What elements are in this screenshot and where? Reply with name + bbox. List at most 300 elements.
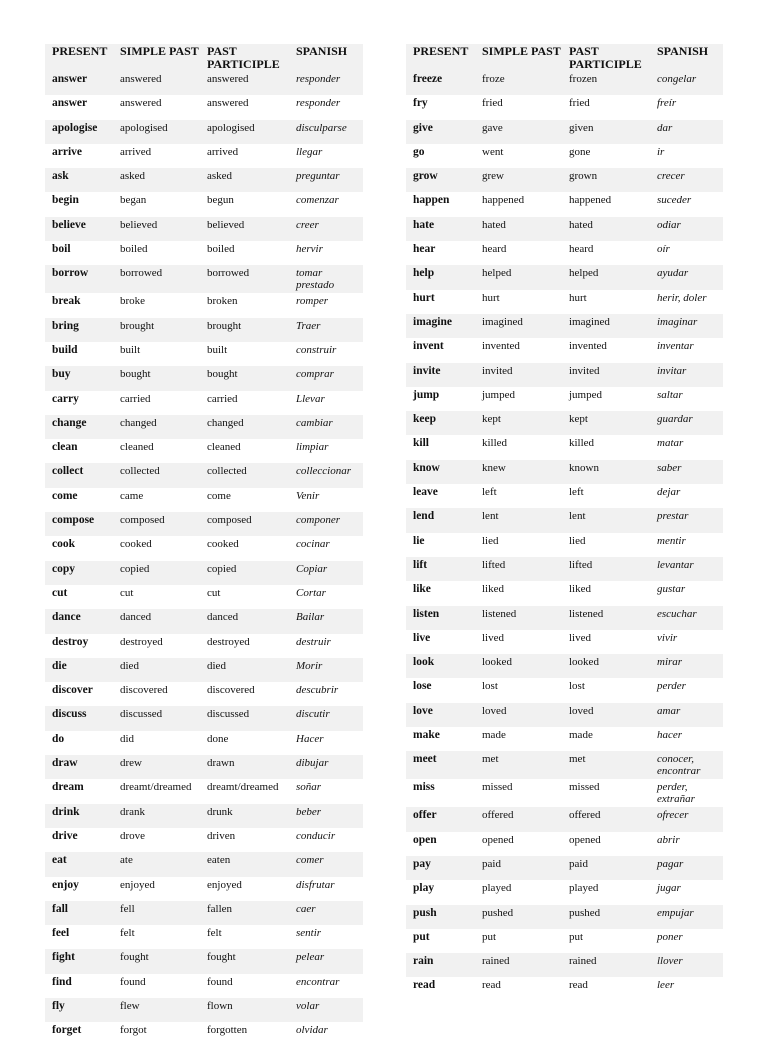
cell-spanish: destruir [296, 635, 331, 648]
cell-past-participle: broken [207, 295, 238, 308]
cell-simple-past: copied [113, 561, 200, 585]
cell-spanish: pelear [289, 949, 363, 973]
cell-past-participle: cut [207, 586, 221, 599]
cell-simple-past: changed [113, 415, 200, 439]
table-row [45, 439, 363, 463]
cell-past-participle: paid [562, 856, 650, 880]
cell-simple-past: loved [475, 703, 562, 727]
table-row [406, 484, 723, 508]
cell-spanish: dejar [657, 486, 681, 499]
cell-present: feel [52, 927, 70, 940]
cell-present: jump [413, 388, 440, 401]
cell-spanish: levantar [650, 557, 723, 581]
cell-simple-past: built [120, 343, 141, 356]
header-spanish: SPANISH [650, 44, 723, 71]
table-row [45, 949, 363, 973]
cell-spanish: caer [289, 901, 363, 925]
cell-spanish: empujar [650, 905, 723, 929]
cell-spanish: comprar [289, 366, 363, 390]
cell-past-participle: cooked [207, 538, 239, 551]
cell-simple-past: found [120, 975, 146, 988]
cell-past-participle: loved [562, 703, 650, 727]
cell-spanish: herir, doler [657, 291, 707, 304]
cell-simple-past: paid [475, 856, 562, 880]
cell-present: rain [406, 953, 475, 977]
cell-present: love [406, 703, 475, 727]
cell-simple-past: collected [113, 463, 200, 487]
cell-past-participle: eaten [200, 852, 289, 876]
cell-simple-past: met [475, 751, 562, 779]
table-row [45, 192, 363, 216]
cell-simple-past: fought [113, 949, 200, 973]
table-row [45, 1022, 363, 1046]
cell-present: listen [406, 606, 475, 630]
cell-past-participle: begun [207, 194, 234, 207]
table-row [45, 706, 363, 730]
cell-spanish: dar [650, 120, 723, 144]
cell-simple-past: happened [482, 194, 525, 207]
cell-simple-past: composed [113, 512, 200, 536]
cell-present: lift [406, 557, 475, 581]
table-row [45, 415, 363, 439]
cell-spanish: escuchar [650, 606, 723, 630]
cell-simple-past: flew [113, 998, 200, 1022]
cell-simple-past: enjoyed [120, 878, 155, 891]
cell-simple-past: gave [475, 120, 562, 144]
cell-present: clean [52, 441, 78, 454]
table-row [406, 779, 723, 807]
table-row [406, 905, 723, 929]
cell-spanish: comenzar [296, 194, 339, 207]
cell-present: go [413, 145, 425, 158]
cell-simple-past: forgot [120, 1024, 147, 1037]
table-row [45, 366, 363, 390]
cell-simple-past: left [482, 486, 497, 499]
cell-spanish: Traer [289, 318, 363, 342]
table-row [45, 293, 363, 317]
cell-simple-past: listened [475, 606, 562, 630]
cell-simple-past: destroyed [120, 635, 163, 648]
cell-present: answer [45, 71, 113, 95]
table-row [406, 95, 723, 119]
cell-spanish: hacer [657, 729, 683, 742]
table-row [45, 217, 363, 241]
cell-present: answer [52, 97, 88, 110]
cell-present: make [413, 729, 440, 742]
cell-present: miss [413, 781, 435, 794]
table-row [45, 168, 363, 192]
cell-spanish: soñar [296, 781, 322, 794]
cell-past-participle: enjoyed [207, 878, 242, 891]
cell-present: live [413, 631, 431, 644]
table-row [45, 391, 363, 415]
table-row [406, 411, 723, 435]
table-row [406, 977, 723, 1001]
cell-spanish: construir [296, 343, 337, 356]
cell-past-participle: known [562, 460, 650, 484]
cell-spanish: beber [289, 804, 363, 828]
table-row [45, 318, 363, 342]
cell-present: build [52, 343, 78, 356]
header-row [45, 44, 363, 71]
cell-present: buy [45, 366, 113, 390]
cell-present: cook [52, 538, 75, 551]
cell-past-participle: done [207, 732, 229, 745]
cell-past-participle: heard [569, 243, 594, 256]
table-row [406, 265, 723, 289]
cell-spanish: odiar [650, 217, 723, 241]
table-row [406, 508, 723, 532]
table-row [45, 658, 363, 682]
cell-spanish: crecer [650, 168, 723, 192]
cell-simple-past: ate [113, 852, 200, 876]
cell-present: offer [406, 807, 475, 831]
table-row [406, 217, 723, 241]
verb-table-left [45, 44, 363, 1047]
cell-present: bring [45, 318, 113, 342]
table-row [406, 533, 723, 557]
verb-table-right [406, 44, 723, 1002]
table-row [406, 460, 723, 484]
cell-past-participle: built [207, 343, 228, 356]
cell-present: push [406, 905, 475, 929]
cell-simple-past: played [482, 882, 512, 895]
cell-simple-past: discovered [120, 684, 168, 697]
cell-spanish: colleccionar [289, 463, 363, 487]
cell-past-participle: destroyed [207, 635, 250, 648]
cell-past-participle: made [569, 729, 593, 742]
cell-simple-past: fried [482, 97, 503, 110]
table-row [45, 852, 363, 876]
cell-spanish: abrir [657, 833, 680, 846]
table-row [45, 682, 363, 706]
cell-past-participle: arrived [207, 145, 239, 158]
cell-spanish: hervir [296, 243, 323, 256]
cell-spanish: Cortar [296, 586, 326, 599]
table-row [406, 606, 723, 630]
cell-present: fry [413, 97, 428, 110]
cell-spanish: llegar [296, 145, 323, 158]
cell-spanish: romper [296, 295, 328, 308]
cell-spanish: Hacer [296, 732, 324, 745]
table-row [45, 512, 363, 536]
cell-spanish: componer [289, 512, 363, 536]
cell-spanish: poner [657, 930, 683, 943]
table-row [406, 363, 723, 387]
cell-past-participle: invited [562, 363, 650, 387]
cell-past-participle: missed [569, 781, 600, 794]
cell-past-participle: given [562, 120, 650, 144]
cell-past-participle: discovered [207, 684, 255, 697]
cell-present: hate [406, 217, 475, 241]
table-row [45, 925, 363, 949]
cell-past-participle: dreamt/dreamed [207, 781, 279, 794]
table-row [406, 168, 723, 192]
cell-present: drive [52, 829, 78, 842]
cell-simple-past: kept [475, 411, 562, 435]
cell-spanish: invitar [650, 363, 723, 387]
table-row [406, 387, 723, 411]
cell-spanish: volar [289, 998, 363, 1022]
cell-present: begin [52, 194, 79, 207]
cell-present: grow [406, 168, 475, 192]
cell-spanish: Venir [296, 489, 320, 502]
cell-present: enjoy [52, 878, 79, 891]
table-row [45, 488, 363, 512]
cell-simple-past: cleaned [120, 441, 154, 454]
cell-present: read [413, 979, 436, 992]
table-row [45, 95, 363, 119]
cell-present: hurt [413, 291, 435, 304]
cell-past-participle: bought [200, 366, 289, 390]
table-row [45, 463, 363, 487]
cell-simple-past: felt [120, 927, 135, 940]
cell-past-participle: collected [200, 463, 289, 487]
cell-past-participle: lifted [562, 557, 650, 581]
cell-spanish: gustar [657, 583, 686, 596]
cell-simple-past: did [120, 732, 135, 745]
cell-present: carry [52, 392, 79, 405]
cell-past-participle: believed [200, 217, 289, 241]
cell-spanish: tomar prestado [289, 265, 363, 293]
cell-past-participle: fried [569, 97, 590, 110]
table-row [406, 338, 723, 362]
cell-simple-past: pushed [475, 905, 562, 929]
table-row [406, 120, 723, 144]
cell-simple-past: bought [113, 366, 200, 390]
cell-spanish: ir [657, 145, 665, 158]
cell-present: die [45, 658, 113, 682]
cell-spanish: creer [289, 217, 363, 241]
cell-present: look [406, 654, 475, 678]
table-row [45, 71, 363, 95]
table-row [406, 832, 723, 856]
cell-present: freeze [406, 71, 475, 95]
cell-past-participle: helped [562, 265, 650, 289]
cell-present: give [406, 120, 475, 144]
cell-present: believe [45, 217, 113, 241]
cell-past-participle: pushed [562, 905, 650, 929]
cell-past-participle: kept [562, 411, 650, 435]
cell-spanish: comer [289, 852, 363, 876]
header-simple-past: SIMPLE PAST [475, 44, 562, 71]
cell-spanish: llover [650, 953, 723, 977]
cell-present: cut [52, 586, 68, 599]
cell-simple-past: discussed [113, 706, 200, 730]
cell-spanish: imaginar [650, 314, 723, 338]
table-row [406, 678, 723, 702]
cell-simple-past: lost [482, 680, 498, 693]
cell-simple-past: grew [475, 168, 562, 192]
cell-present: break [52, 295, 81, 308]
cell-past-participle: killed [569, 437, 595, 450]
cell-simple-past: boiled [120, 243, 148, 256]
cell-present: ask [45, 168, 113, 192]
cell-spanish: conducir [296, 829, 336, 842]
cell-spanish: limpiar [296, 441, 329, 454]
cell-past-participle: boiled [207, 243, 235, 256]
cell-spanish: suceder [657, 194, 692, 207]
cell-simple-past: hated [475, 217, 562, 241]
cell-simple-past: jumped [482, 388, 515, 401]
cell-simple-past: asked [113, 168, 200, 192]
cell-simple-past: believed [113, 217, 200, 241]
cell-spanish: disculparse [289, 120, 363, 144]
table-row [406, 314, 723, 338]
table-row [45, 974, 363, 998]
cell-present: imagine [406, 314, 475, 338]
cell-present: invent [413, 340, 444, 353]
cell-past-participle: felt [207, 927, 222, 940]
table-row [406, 807, 723, 831]
table-row [45, 731, 363, 755]
cell-simple-past: broke [120, 295, 146, 308]
table-row [45, 755, 363, 779]
header-present: PRESENT [45, 44, 113, 71]
cell-past-participle: flown [200, 998, 289, 1022]
table-row [45, 901, 363, 925]
cell-simple-past: lied [482, 534, 499, 547]
table-row [406, 557, 723, 581]
cell-past-participle: grown [562, 168, 650, 192]
cell-past-participle: fought [200, 949, 289, 973]
cell-spanish: disfrutar [296, 878, 335, 891]
cell-simple-past: died [113, 658, 200, 682]
table-row [406, 435, 723, 459]
cell-simple-past: made [482, 729, 506, 742]
cell-past-participle: brought [200, 318, 289, 342]
cell-present: play [413, 882, 435, 895]
cell-spanish: cambiar [289, 415, 363, 439]
cell-past-participle: composed [200, 512, 289, 536]
cell-spanish: perder [657, 680, 686, 693]
cell-present: change [45, 415, 113, 439]
cell-past-participle: drunk [200, 804, 289, 828]
table-row [45, 609, 363, 633]
table-row [45, 265, 363, 293]
cell-spanish: saber [650, 460, 723, 484]
header-past-participle: PAST PARTICIPLE [562, 44, 650, 71]
cell-simple-past: cut [120, 586, 134, 599]
cell-spanish: perder, extrañar [657, 781, 695, 806]
table-row [45, 144, 363, 168]
table-row [406, 929, 723, 953]
cell-present: compose [45, 512, 113, 536]
table-row [45, 804, 363, 828]
cell-present: come [52, 489, 78, 502]
cell-present: keep [406, 411, 475, 435]
cell-simple-past: put [482, 930, 497, 943]
table-row [45, 585, 363, 609]
cell-present: know [406, 460, 475, 484]
cell-spanish: dibujar [289, 755, 363, 779]
cell-simple-past: read [482, 979, 501, 992]
cell-past-participle: driven [207, 829, 236, 842]
cell-spanish: olvidar [296, 1024, 328, 1037]
header-past-participle: PAST PARTICIPLE [200, 44, 289, 71]
cell-simple-past: lent [475, 508, 562, 532]
cell-simple-past: knew [475, 460, 562, 484]
cell-spanish: conocer, encontrar [650, 751, 723, 779]
cell-simple-past: borrowed [113, 265, 200, 293]
cell-present: copy [45, 561, 113, 585]
cell-past-participle: played [569, 882, 599, 895]
cell-simple-past: drove [120, 829, 146, 842]
cell-past-participle: hurt [569, 291, 587, 304]
table-row [406, 703, 723, 727]
table-row [45, 779, 363, 803]
cell-past-participle: happened [569, 194, 612, 207]
cell-past-participle: died [200, 658, 289, 682]
cell-spanish: pagar [650, 856, 723, 880]
table-row [406, 727, 723, 751]
table-row [45, 536, 363, 560]
cell-past-participle: changed [200, 415, 289, 439]
cell-simple-past: drew [113, 755, 200, 779]
cell-present: put [413, 930, 430, 943]
cell-present: invite [406, 363, 475, 387]
table-row [45, 241, 363, 265]
cell-spanish: Llevar [296, 392, 325, 405]
cell-past-participle: lost [569, 680, 585, 693]
cell-past-participle: liked [569, 583, 591, 596]
cell-past-participle: lied [569, 534, 586, 547]
cell-past-participle: cleaned [207, 441, 241, 454]
table-row [406, 880, 723, 904]
cell-past-participle: asked [200, 168, 289, 192]
cell-past-participle: put [569, 930, 584, 943]
cell-present: do [52, 732, 65, 745]
cell-spanish: vivir [657, 631, 678, 644]
cell-past-participle: offered [562, 807, 650, 831]
table-row [45, 998, 363, 1022]
cell-past-participle: answered [200, 71, 289, 95]
cell-simple-past: invented [482, 340, 520, 353]
cell-present: leave [413, 486, 438, 499]
cell-simple-past: imagined [475, 314, 562, 338]
cell-spanish: inventar [657, 340, 694, 353]
cell-present: arrive [52, 145, 83, 158]
cell-past-participle: listened [562, 606, 650, 630]
cell-simple-past: brought [113, 318, 200, 342]
cell-simple-past: came [120, 489, 144, 502]
table-row [406, 856, 723, 880]
cell-spanish: guardar [650, 411, 723, 435]
cell-present: borrow [45, 265, 113, 293]
cell-past-participle: looked [562, 654, 650, 678]
cell-simple-past: offered [475, 807, 562, 831]
cell-spanish: responder [289, 71, 363, 95]
cell-past-participle: borrowed [200, 265, 289, 293]
cell-present: lose [413, 680, 432, 693]
cell-simple-past: hurt [482, 291, 500, 304]
cell-present: discover [52, 684, 93, 697]
cell-past-participle: discussed [200, 706, 289, 730]
cell-simple-past: invited [475, 363, 562, 387]
cell-present: draw [45, 755, 113, 779]
cell-past-participle: forgotten [207, 1024, 248, 1037]
cell-present: lie [413, 534, 425, 547]
cell-simple-past: cooked [120, 538, 152, 551]
cell-simple-past: arrived [120, 145, 152, 158]
cell-present: fly [45, 998, 113, 1022]
cell-present: drink [45, 804, 113, 828]
cell-past-participle: read [569, 979, 588, 992]
cell-past-participle: rained [562, 953, 650, 977]
cell-past-participle: frozen [562, 71, 650, 95]
cell-spanish: freír [657, 97, 677, 110]
cell-spanish: leer [657, 979, 675, 992]
